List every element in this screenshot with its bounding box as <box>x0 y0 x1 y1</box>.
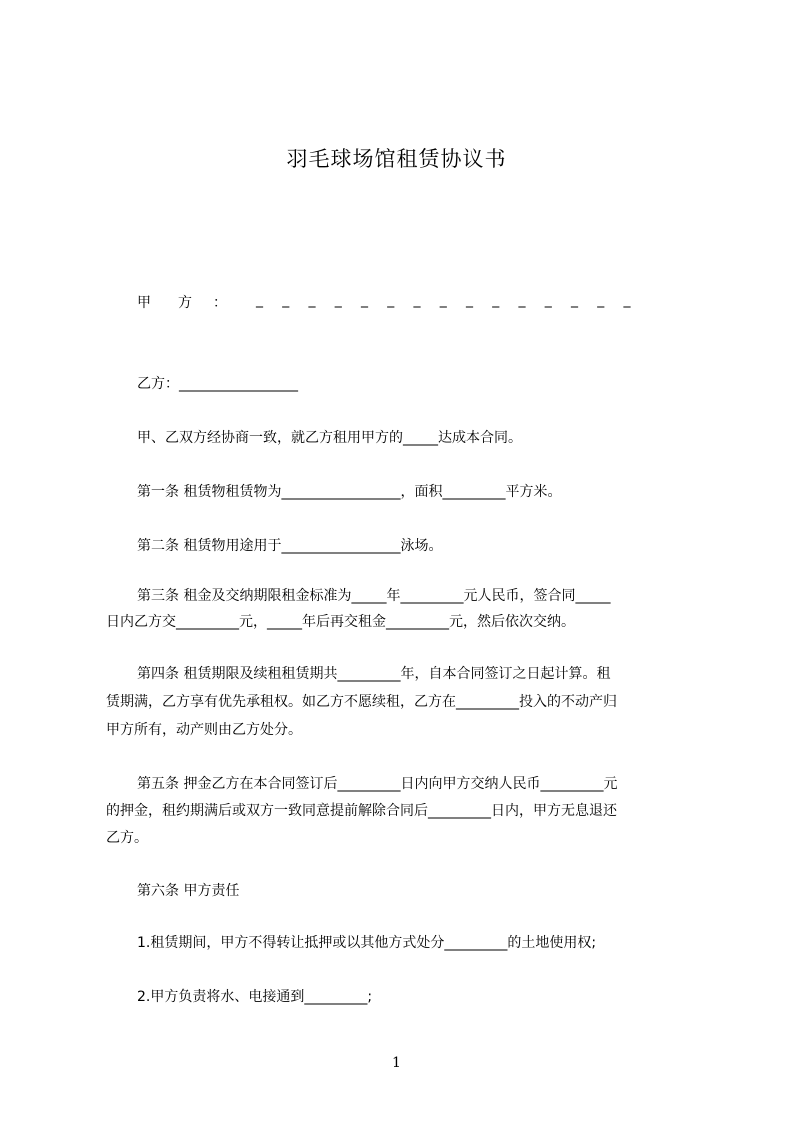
article-1: 第一条 租赁物租赁物为_________________，面积_________平方米。 <box>137 484 562 500</box>
article-6-item-1: 1.租赁期间，甲方不得转让抵押或以其他方式处分_________的土地使用权; <box>137 935 597 951</box>
article-2: 第二条 租赁物用途用于_________________泳场。 <box>137 538 443 554</box>
party-a-label-1: 甲 <box>137 295 151 311</box>
article-4-line-2: 赁期满，乙方享有优先承租权。如乙方不愿续租，乙方在_________投入的不动产归 <box>106 694 617 710</box>
article-6-heading: 第六条 甲方责任 <box>137 883 240 899</box>
article-4-line-3: 甲方所有，动产则由乙方处分。 <box>106 722 302 738</box>
party-a-blank: _ _ _ _ _ _ _ _ _ _ _ _ _ _ _ <box>256 292 638 308</box>
article-3-line-2: 日内乙方交_________元，_____年后再交租金_________元，然后依次交纳。 <box>106 614 575 630</box>
intro-paragraph: 甲、乙双方经协商一致，就乙方租用甲方的_____达成本合同。 <box>137 430 522 446</box>
article-4-line-1: 第四条 租赁期限及续租租赁期共_________年，自本合同签订之日起计算。租 <box>137 666 611 682</box>
article-5-line-1: 第五条 押金乙方在本合同签订后_________日内向甲方交纳人民币_________元 <box>137 776 618 792</box>
article-5-line-3: 乙方。 <box>106 830 148 846</box>
article-6-item-2: 2.甲方负责将水、电接通到_________; <box>137 989 373 1005</box>
article-5-line-2: 的押金，租约期满后或双方一致同意提前解除合同后_________日内，甲方无息退还 <box>106 803 617 819</box>
party-a-colon: ： <box>213 295 227 311</box>
article-3-line-1: 第三条 租金及交纳期限租金标准为_____年_________元人民币，签合同_____ <box>137 588 611 604</box>
page-title: 羽毛球场馆租赁协议书 <box>286 147 507 171</box>
party-b-line: 乙方：_________________ <box>137 376 298 392</box>
page-number: 1 <box>392 1055 401 1071</box>
party-a-label-2: 方 <box>178 295 192 311</box>
